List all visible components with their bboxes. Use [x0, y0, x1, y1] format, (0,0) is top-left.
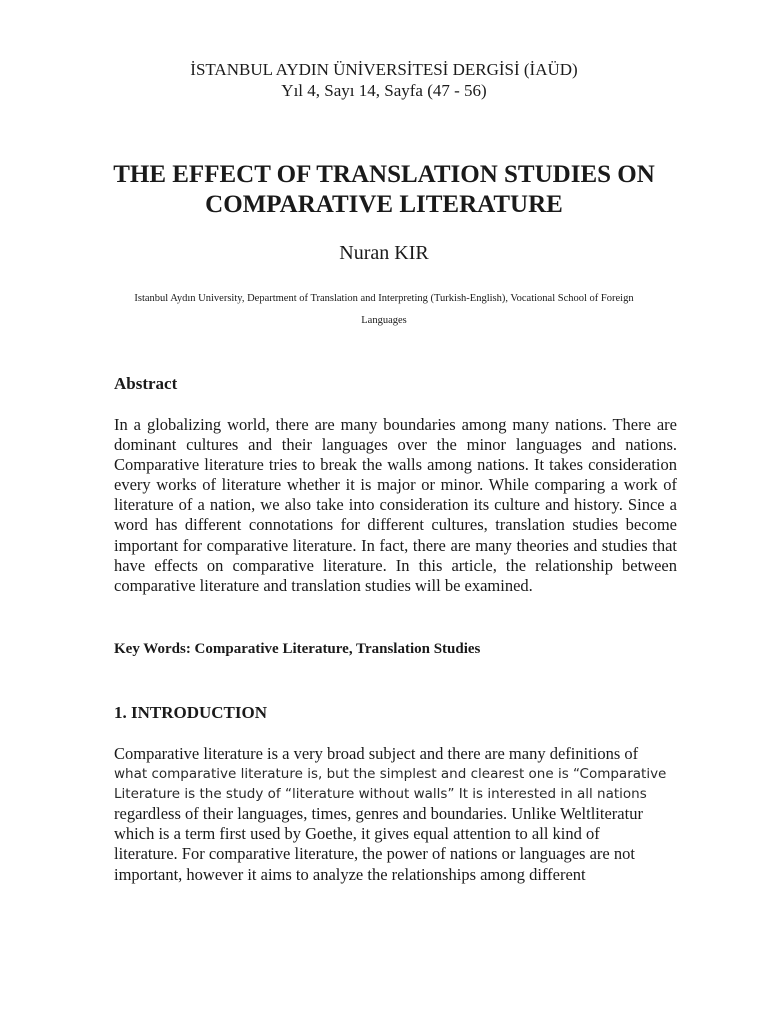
paragraph-line: Literature is the study of “literature without walls” It is interested in all nations [114, 786, 647, 803]
introduction-body [114, 744, 677, 885]
title-line: THE EFFECT OF TRANSLATION STUDIES ON [113, 161, 655, 188]
abstract-body: In a globalizing world, there are many boundaries among many nations. There are dominant cultures and their languages over the minor languages and nations. Comparative literature tries to break the walls among nations. It takes consideration every works of literature whether it is major or minor. While comparing a work of literature of a nation, we also take into consideration its culture and history. Since a word has different connotations for different cultures, translation studies become important for comparative literature. In fact, there are many theories and studies that have effects on comparative literature. In this article, the relationship between comparative literature and translation studies will be examined. [114, 415, 677, 595]
paragraph-line: literature. For comparative literature, the power of nations or languages are not [114, 844, 635, 864]
author-name: Nuran KIR [339, 242, 429, 264]
paragraph-line: which is a term first used by Goethe, it gives equal attention to all kind of [114, 824, 600, 844]
paper-title [60, 160, 708, 220]
affiliation-line: Istanbul Aydın University, Department of Translation and Interpreting (Turkish-English), Vocational School of Foreign [134, 293, 634, 304]
paragraph-line: important, however it aims to analyze the relationships among different [114, 864, 586, 884]
abstract-heading: Abstract [114, 374, 178, 393]
paragraph-line: regardless of their languages, times, genres and boundaries. Unlike Weltliteratur [114, 804, 643, 824]
keywords: Key Words: Comparative Literature, Translation Studies [114, 641, 481, 657]
author-affiliation [100, 288, 668, 332]
paragraph-line: Comparative literature is a very broad subject and there are many definitions of [114, 744, 639, 763]
journal-issue: Yıl 4, Sayı 14, Sayfa (47 - 56) [281, 81, 487, 100]
section-heading-introduction: 1. INTRODUCTION [114, 703, 268, 722]
affiliation-line: Languages [361, 315, 407, 326]
paragraph-line: what comparative literature is, but the simplest and clearest one is “Comparative [114, 766, 667, 783]
journal-name: İSTANBUL AYDIN ÜNİVERSİTESİ DERGİSİ (İAÜD) [190, 60, 578, 79]
title-line: COMPARATIVE LITERATURE [205, 191, 563, 218]
